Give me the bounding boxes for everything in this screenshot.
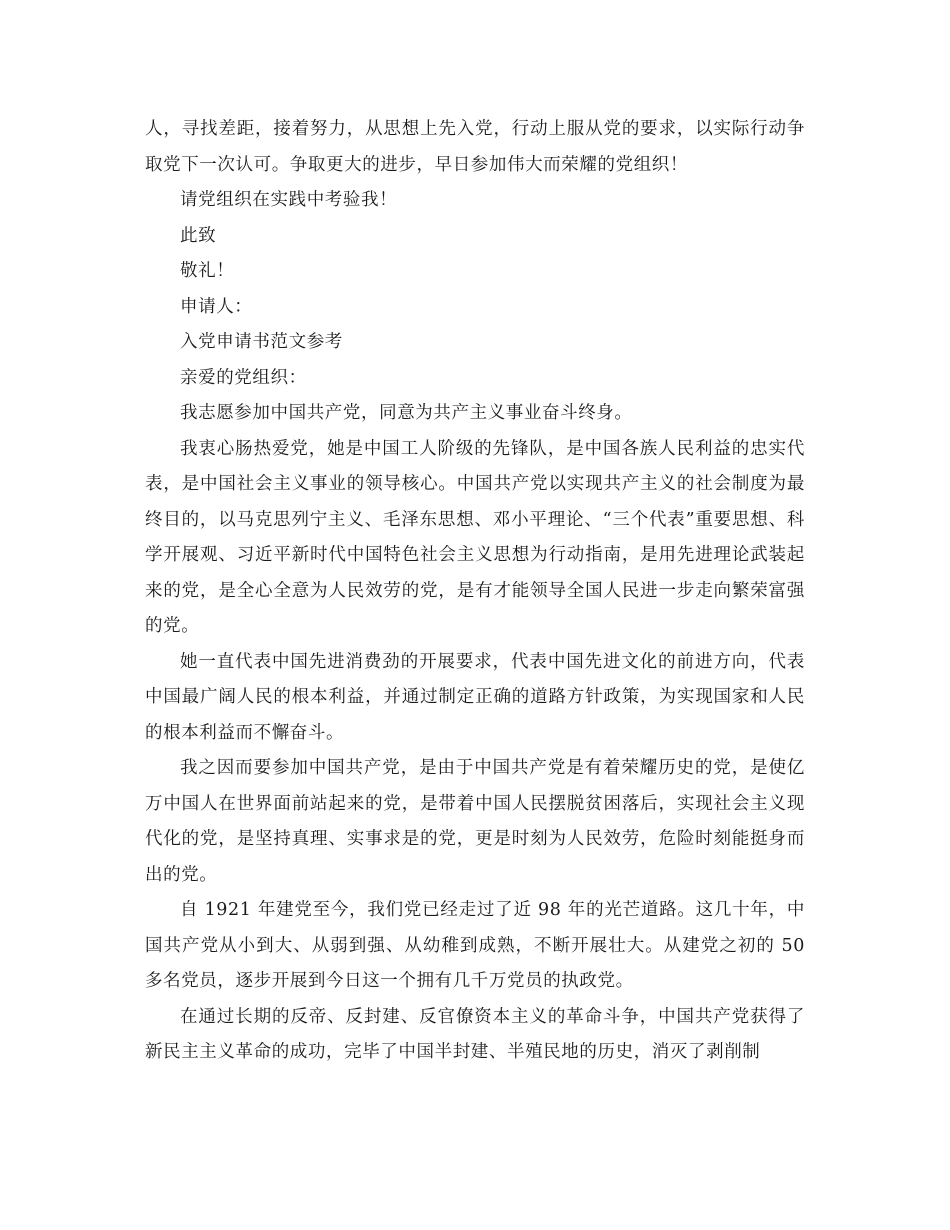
paragraph: 申请人： — [180, 296, 253, 317]
paragraph: 自 1921 年建党至今，我们党已经走过了近 98 年的光芒道路。这几十年，中国共产党从小到大、从弱到强、从幼稚到成熟，不断开展壮大。从建党之初的 50 多名党员，逐步开展到今日这一个拥有几千万党员的执政党。 — [145, 900, 805, 991]
paragraph: 此致 — [180, 225, 217, 246]
paragraph: 在通过长期的反帝、反封建、反官僚资本主义的革命斗争，中国共产党获得了新民主主义革命的成功，完毕了中国半封建、半殖民地的历史，消灭了剥削制 — [145, 1006, 805, 1062]
paragraph: 请党组织在实践中考验我！ — [180, 190, 398, 210]
paragraph: 入党申请书范文参考 — [180, 332, 343, 352]
paragraph: 我衷心肠热爱党，她是中国工人阶级的先锋队，是中国各族人民利益的忠实代表，是中国社会主义事业的领导核心。中国共产党以实现共产主义的社会制度为最终目的，以马克思列宁主义、毛泽东思想、邓小平理论、“三个代表”重要思想、科学开展观、习近平新时代中国特色社会主义思想为行动指南，是用先进理论武装起来的党，是全心全意为人民效劳的党，是有才能领导全国人民进一步走向繁荣富强的党。 — [145, 438, 805, 636]
paragraph: 我志愿参加中国共产党，同意为共产主义事业奋斗终身。 — [180, 403, 633, 423]
paragraph: 我之因而要参加中国共产党，是由于中国共产党是有着荣耀历史的党，是使亿万中国人在世界面前站起来的党，是带着中国人民摆脱贫困落后，实现社会主义现代化的党，是坚持真理、实事求是的党，更是时刻为人民效劳，危险时刻能挺身而出的党。 — [145, 758, 805, 885]
paragraph: 敬礼！ — [180, 261, 235, 281]
paragraph: 人，寻找差距，接着努力，从思想上先入党，行动上服从党的要求，以实际行动争取党下一次认可。争取更大的进步，早日参加伟大而荣耀的党组织！ — [145, 119, 805, 175]
document-body — [145, 112, 805, 1071]
paragraph: 她一直代表中国先进消费劲的开展要求，代表中国先进文化的前进方向，代表中国最广阔人民的根本利益，并通过制定正确的道路方针政策，为实现国家和人民的根本利益而不懈奋斗。 — [145, 651, 805, 743]
paragraph: 亲爱的党组织： — [180, 367, 307, 388]
